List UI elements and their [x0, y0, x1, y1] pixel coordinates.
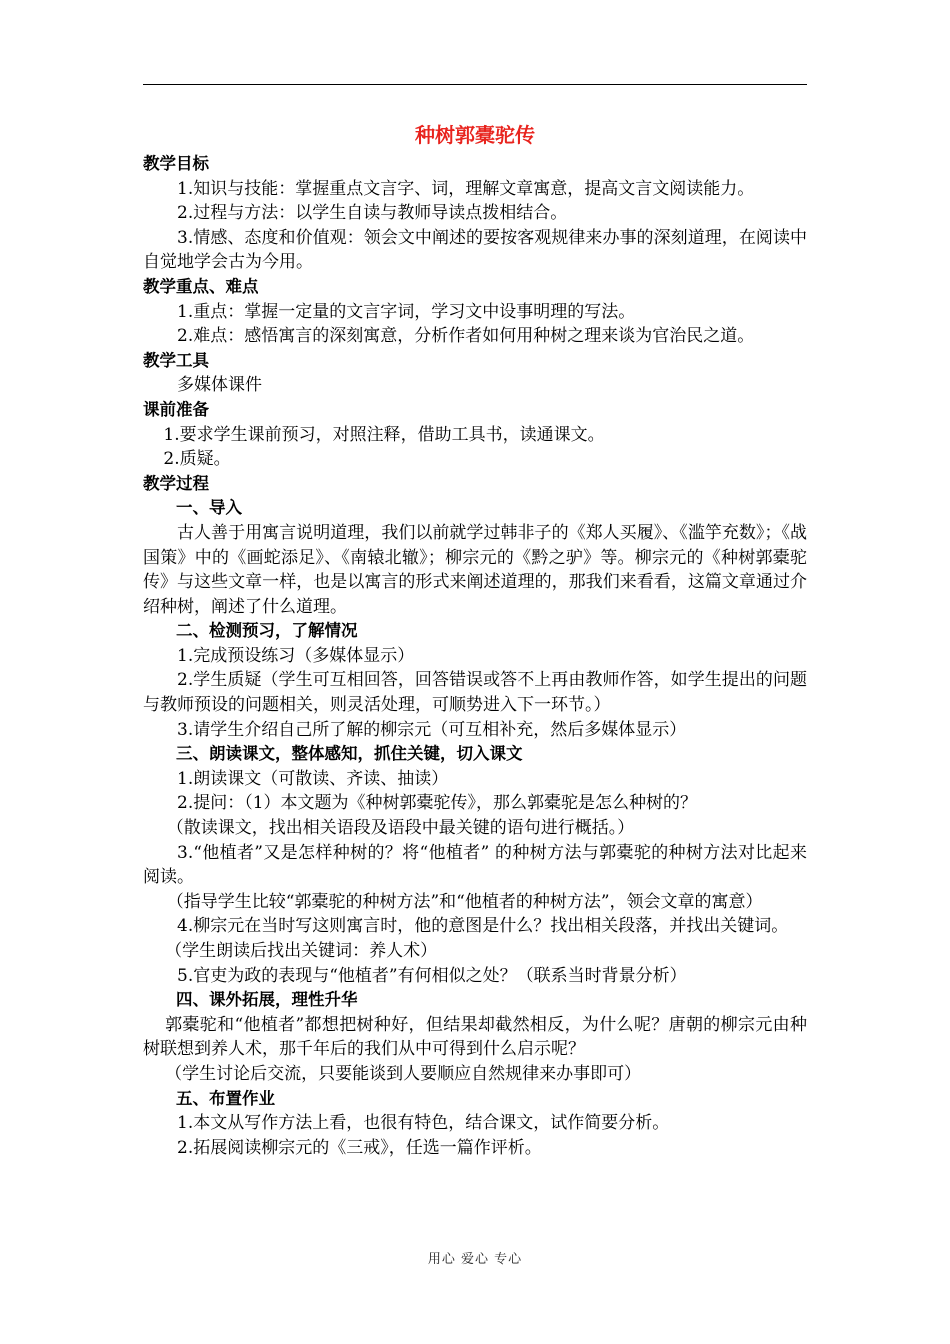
goal-item: 1.知识与技能：掌握重点文言字、词，理解文章寓意，提高文言文阅读能力。 — [177, 178, 755, 199]
page-footer: 用心 爱心 专心 — [427, 1252, 523, 1267]
reading-item: 3.“他植者”又是怎样种树的？将“他植者” 的种树方法与郭橐驼的种树方法对比起来阅读。 — [143, 842, 807, 888]
subsection-title: 一、导入 — [176, 498, 242, 518]
section-heading-tools: 教学工具 — [143, 350, 209, 370]
section-heading-goals: 教学目标 — [143, 154, 209, 173]
subsection-title: 四、课外拓展，理性升华 — [176, 990, 358, 1010]
goal-item: 2.过程与方法：以学生自读与教师导读点拨相结合。 — [177, 203, 568, 224]
preview-item: 1.完成预设练习（多媒体显示） — [177, 645, 415, 666]
preview-item: 3.请学生介绍自己所了解的柳宗元（可互相补充，然后多媒体显示） — [177, 719, 687, 740]
section-heading-key-points: 教学重点、难点 — [143, 276, 259, 296]
reading-note: （学生朗读后找出关键词：养人术） — [165, 941, 438, 961]
reading-item: 4.柳宗元在当时写这则寓言时，他的意图是什么？找出相关段落，并找出关键词。 — [177, 916, 789, 937]
key-point-item: 1.重点：掌握一定量的文言字词，学习文中设事明理的写法。 — [177, 301, 636, 322]
key-point-item: 2.难点：感悟寓言的深刻寓意，分析作者如何用种树之理来谈为官治民之道。 — [177, 326, 755, 347]
homework-item: 2.拓展阅读柳宗元的《三戒》，任选一篇作评析。 — [177, 1137, 542, 1158]
document-title: 种树郭橐驼传 — [415, 123, 535, 147]
section-heading-process: 教学过程 — [143, 473, 209, 493]
prep-item: 1.要求学生课前预习，对照注释，借助工具书，读通课文。 — [163, 424, 605, 445]
subsection-title: 三、朗读课文，整体感知，抓住关键，切入课文 — [176, 744, 523, 764]
document-body — [143, 120, 807, 1160]
intro-paragraph: 古人善于用寓言说明道理，我们以前就学过韩非子的《郑人买履》、《滥竽充数》；《战国策》中的《画蛇添足》、《南辕北辙》；柳宗元的《黔之驴》等。柳宗元的《种树郭橐驼传》与这些文章一样，也是以寓言的形式来阐述道理的，那我们来看看，这篇文章通过介绍种树，阐述了什么道理。 — [143, 522, 807, 617]
tools-text: 多媒体课件 — [177, 375, 262, 396]
reading-item: 2.提问：（1）本文题为《种树郭橐驼传》，那么郭橐驼是怎么种树的？ — [177, 793, 698, 814]
preview-item: 2.学生质疑（学生可互相回答，回答错误或答不上再由教师作答，如学生提出的问题与教师预设的问题相关，则灵活处理，可顺势进入下一环节。） — [143, 670, 807, 716]
extension-paragraph: 郭橐驼和“他植者”都想把树种好，但结果却截然相反，为什么呢？唐朝的柳宗元由种树联想到养人术，那千年后的我们从中可得到什么启示呢？ — [143, 1014, 807, 1060]
reading-note: （指导学生比较“郭橐驼的种树方法”和“他植者的种树方法”，领会文章的寓意） — [166, 891, 763, 912]
reading-item: 1.朗读课文（可散读、齐读、抽读） — [177, 768, 449, 789]
section-heading-prep: 课前准备 — [143, 399, 209, 419]
subsection-title: 五、布置作业 — [176, 1088, 275, 1108]
reading-note: （散读课文，找出相关语段及语段中最关键的语句进行概括。） — [166, 818, 635, 839]
header-rule — [143, 84, 807, 85]
subsection-title: 二、检测预习，了解情况 — [176, 621, 358, 641]
reading-item: 5.官吏为政的表现与“他植者”有何相似之处？（联系当时背景分析） — [177, 965, 687, 986]
homework-item: 1.本文从写作方法上看，也很有特色，结合课文，试作简要分析。 — [177, 1113, 670, 1134]
prep-item: 2.质疑。 — [163, 449, 231, 470]
goal-item: 3.情感、态度和价值观：领会文中阐述的要按客观规律来办事的深刻道理，在阅读中自觉地学会古为今用。 — [143, 227, 807, 273]
extension-note: （学生讨论后交流，只要能谈到人要顺应自然规律来办事即可） — [165, 1063, 642, 1084]
